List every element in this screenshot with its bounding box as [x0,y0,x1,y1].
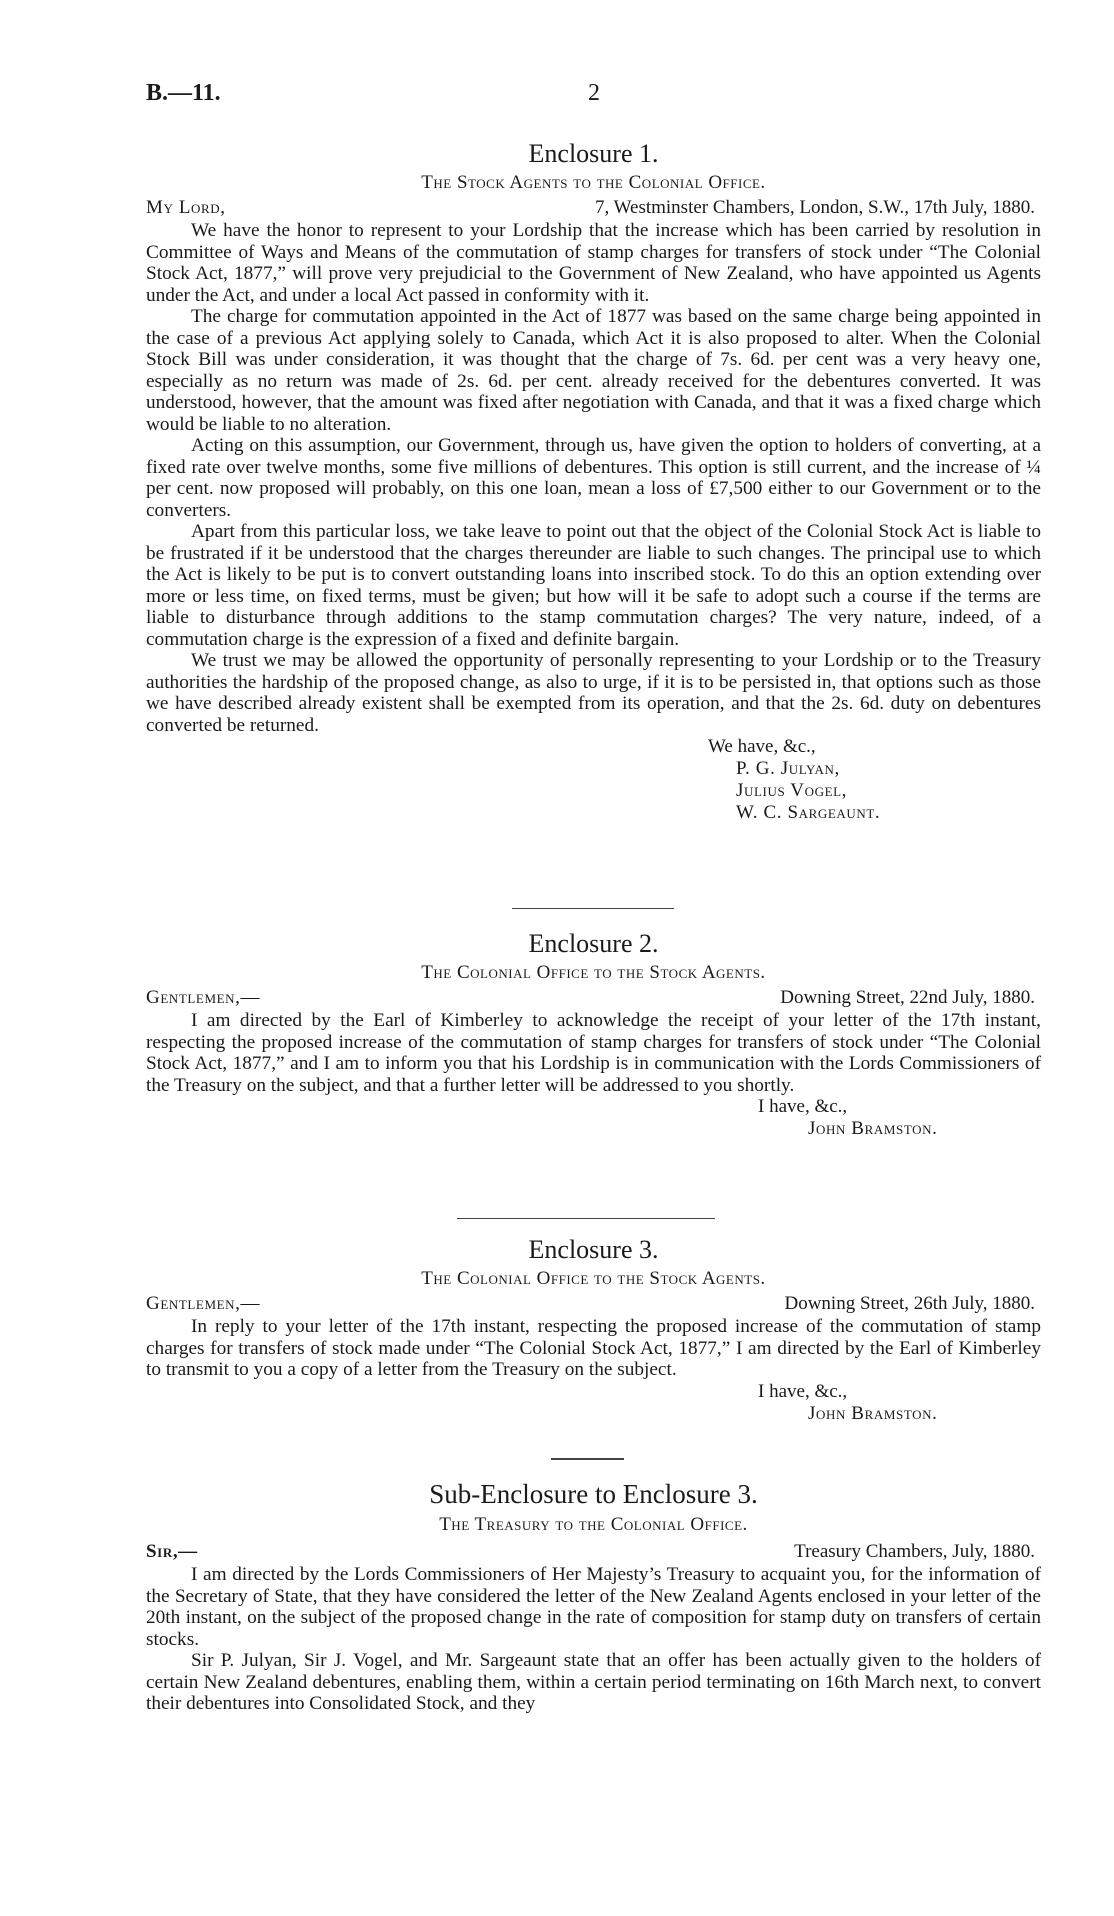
enclosure-2-paragraph-1: I am directed by the Earl of Kimberley to acknowledge the receipt of your letter of the 17th instant, respecting the proposed increase of the commutation of stamp charges for transfers of stock under “The Colonial Stock Act, 1877,” and I am to inform you that his Lordship is in communication with the Lords Commissioners of the Treasury on the subject, and that a further letter will be addressed to you shortly. [146,1010,1041,1096]
sub-enclosure-salutation: Sir,— [146,1541,198,1562]
section-divider [551,1458,624,1460]
enclosure-1-paragraph-3: Acting on this assumption, our Government, through us, have given the option to holders of converting, at a fixed rate over twelve months, some five millions of debentures. This option is still current, and the increase of ¼ per cent. now proposed will probably, on this one loan, mean a loss of £7,500 either to our Government or to the converters. [146,435,1041,521]
enclosure-2-salutation: Gentlemen,— [146,987,261,1008]
enclosure-1-signatory-1: P. G. Julyan, [736,758,840,779]
enclosure-1-salutation: My Lord, [146,197,226,218]
enclosure-2-title: Enclosure 2. [528,929,659,958]
enclosure-2-closing: I have, &c., [758,1096,848,1117]
enclosure-3-title: Enclosure 3. [528,1235,659,1264]
enclosure-3-subtitle: The Colonial Office to the Stock Agents. [421,1268,766,1289]
enclosure-1-signatory-2: Julius Vogel, [736,780,848,801]
document-reference: B.—11. [146,80,221,106]
enclosure-1-subtitle: The Stock Agents to the Colonial Office. [421,172,766,193]
enclosure-1-title: Enclosure 1. [528,139,659,168]
sub-enclosure-paragraph-2: Sir P. Julyan, Sir J. Vogel, and Mr. Sargeaunt state that an offer has been actually given to the holders of certain New Zealand debentures, enabling them, within a certain period terminating on 16th March next, to convert their debentures into Consolidated Stock, and they [146,1650,1041,1714]
enclosure-1-paragraph-4: Apart from this particular loss, we take leave to point out that the object of the Colonial Stock Act is liable to be frustrated if it be understood that the charges thereunder are liable to such changes. The principal use to which the Act is likely to be put is to convert outstanding loans into inscribed stock. To do this an option extending over more or less time, on fixed terms, must be given; but how will it be safe to adopt such a course if the terms are liable to disturbance through additions to the stamp commutation charges? The very nature, indeed, of a commutation charge is the expression of a fixed and definite bargain. [146,521,1041,650]
sub-enclosure-paragraph-1: I am directed by the Lords Commissioners of Her Majesty’s Treasury to acquaint you, for the information of the Secretary of State, that they have considered the letter of the New Zealand Agents enclosed in your letter of the 20th instant, on the subject of the proposed change in the rate of composition for stamp duty on transfers of certain stocks. [146,1564,1041,1650]
enclosure-1-paragraph-2: The charge for commutation appointed in the Act of 1877 was based on the same charge being appointed in the case of a previous Act applying solely to Canada, which Act it is also proposed to alter. When the Colonial Stock Bill was under consideration, it was thought that the charge of 7s. 6d. per cent was a very heavy one, especially as no return was made of 2s. 6d. per cent. already received for the debentures converted. It was understood, however, that the amount was fixed after negotiation with Canada, and that it was a fixed charge which would be liable to no alteration. [146,306,1041,435]
section-divider [512,908,674,909]
sub-enclosure-title: Sub-Enclosure to Enclosure 3. [429,1479,758,1509]
enclosure-1-paragraph-1: We have the honor to represent to your Lordship that the increase which has been carried by resolution in Committee of Ways and Means of the commutation of stamp charges for transfers of stock under “The Colonial Stock Act, 1877,” will prove very prejudicial to the Government of New Zealand, who have appointed us Agents under the Act, and under a local Act passed in conformity with it. [146,220,1041,306]
enclosure-1-address: 7, Westminster Chambers, London, S.W., 17th July, 1880. [594,197,1035,218]
enclosure-1-closing: We have, &c., [708,736,816,757]
enclosure-1-paragraph-5: We trust we may be allowed the opportunity of personally representing to your Lordship or to the Treasury authorities the hardship of the proposed change, as also to urge, if it is to be persisted in, that options such as those we have described already existent shall be exempted from its operation, and that the 2s. 6d. duty on debentures converted be returned. [146,650,1041,736]
sub-enclosure-address: Treasury Chambers, July, 1880. [794,1541,1035,1562]
sub-enclosure [146,1478,1041,1715]
enclosure-1-signatory-3: W. C. Sargeaunt. [736,802,881,823]
enclosure-2-address: Downing Street, 22nd July, 1880. [780,987,1035,1008]
page-number: 2 [588,80,600,106]
enclosure-3-closing: I have, &c., [758,1380,848,1402]
enclosure-3 [146,1234,1041,1425]
enclosure-3-address: Downing Street, 26th July, 1880. [784,1293,1035,1314]
enclosure-3-salutation: Gentlemen,— [146,1293,261,1314]
enclosure-1 [146,138,1041,824]
enclosure-2-signatory: John Bramston. [808,1118,938,1139]
sub-enclosure-subtitle: The Treasury to the Colonial Office. [439,1514,748,1535]
enclosure-2-subtitle: The Colonial Office to the Stock Agents. [421,962,766,983]
enclosure-3-signatory: John Bramston. [808,1402,938,1424]
section-divider [457,1218,715,1219]
enclosure-2 [146,928,1041,1140]
enclosure-3-paragraph: In reply to your letter of the 17th instant, respecting the proposed increase of the commutation of stamp charges for transfers of stock made under “The Colonial Stock Act, 1877,” I am directed by the Earl of Kimberley to transmit to you a copy of a letter from the Treasury on the subject. [146,1316,1041,1380]
